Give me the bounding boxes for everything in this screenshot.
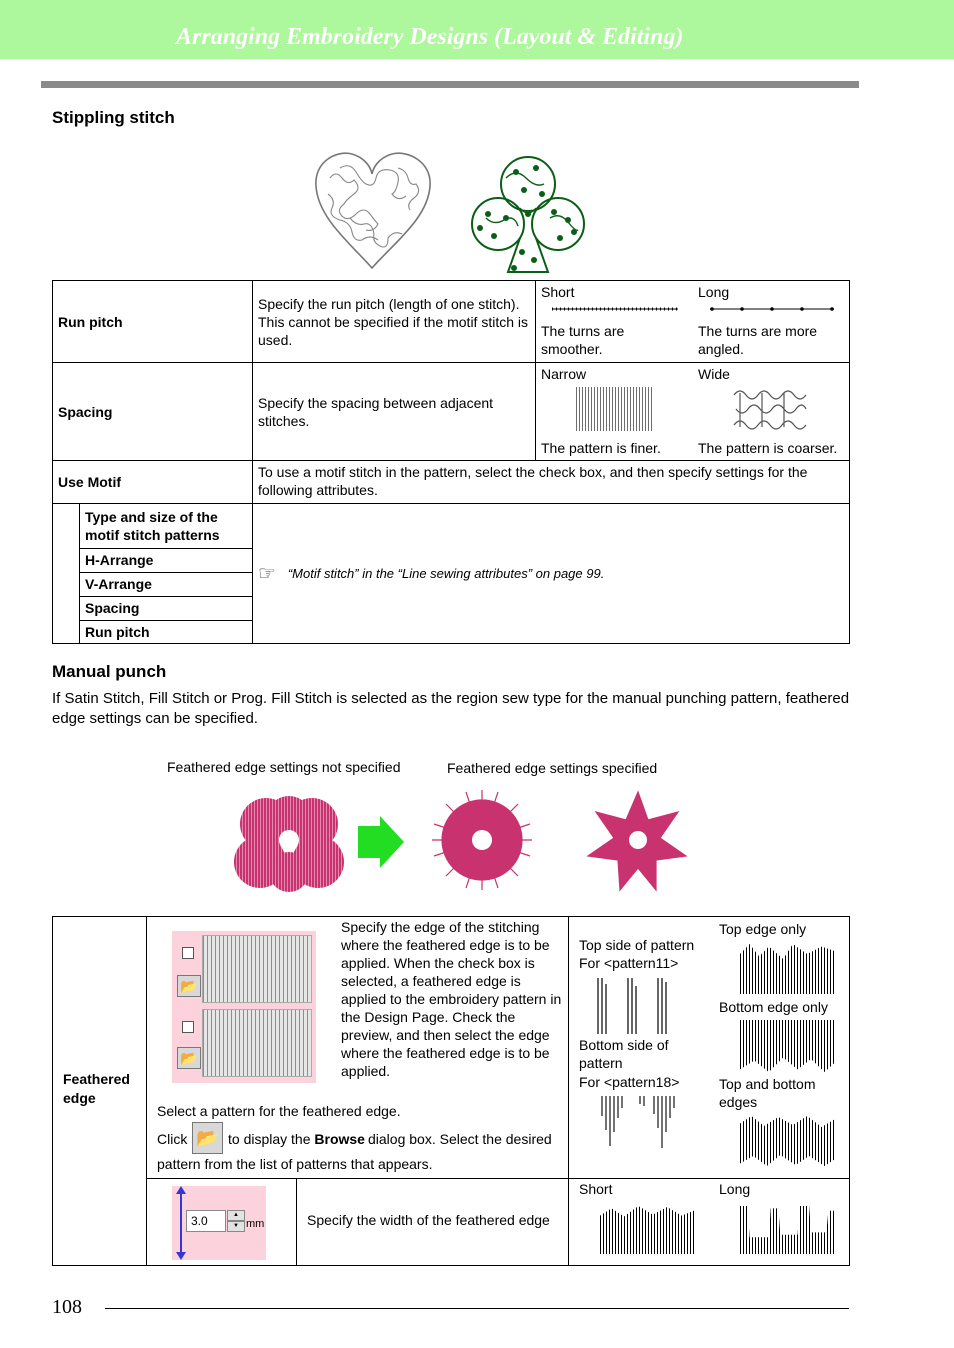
page-number: 108 bbox=[52, 1296, 82, 1318]
pattern11-image bbox=[594, 978, 674, 1034]
header-rule bbox=[41, 81, 859, 88]
click-mid-text bbox=[228, 1130, 365, 1148]
bottom-edge-checkbox[interactable] bbox=[182, 1021, 194, 1033]
page-title: Arranging Embroidery Designs (Layout & Editing) bbox=[176, 24, 684, 50]
feathered-edge-label: Feathered edge bbox=[63, 1071, 130, 1106]
motif-attr-run-pitch: Run pitch bbox=[80, 620, 253, 643]
top-side-label: Top side of pattern bbox=[579, 937, 695, 953]
top-edge-preview bbox=[202, 935, 312, 1003]
narrow-sample-image bbox=[576, 387, 652, 431]
spacing-label: Spacing bbox=[53, 363, 253, 461]
width-long-label: Long bbox=[719, 1181, 751, 1197]
run-pitch-examples bbox=[536, 281, 849, 361]
wide-label: Wide bbox=[698, 366, 730, 382]
table-divider bbox=[296, 1178, 297, 1266]
stippling-heading: Stippling stitch bbox=[52, 108, 175, 127]
short-desc: The turns are smoother. bbox=[541, 323, 625, 357]
table-divider bbox=[146, 1178, 850, 1179]
manual-punch-heading: Manual punch bbox=[52, 662, 167, 681]
spacing-examples bbox=[536, 363, 849, 459]
club-motif-image bbox=[472, 157, 584, 272]
edge-selection-panel bbox=[172, 931, 316, 1083]
top-bottom-label: Top and bottom edges bbox=[719, 1076, 816, 1110]
heart-stipple-image bbox=[316, 153, 430, 268]
long-desc: The turns are more angled. bbox=[698, 323, 818, 357]
run-pitch-label: Run pitch bbox=[53, 281, 253, 363]
stippling-illustration bbox=[310, 148, 600, 274]
bottom-browse-folder-button[interactable] bbox=[177, 1047, 201, 1069]
caption-specified: Feathered edge settings specified bbox=[447, 760, 658, 776]
manual-punch-intro: If Satin Stitch, Fill Stitch or Prog. Fill Stitch is selected as the region sew type for the manual punching pattern, feathered edge settings can be specified. bbox=[52, 690, 850, 727]
caption-not-specified: Feathered edge settings not specified bbox=[167, 759, 401, 775]
motif-attr-type-size: Type and size of the motif stitch patterns bbox=[80, 504, 253, 548]
top-side-pattern: For <pattern11> bbox=[579, 955, 679, 971]
select-pattern-text: Select a pattern for the feathered edge. bbox=[157, 1103, 401, 1119]
feathered-flowers-illustration bbox=[230, 784, 700, 896]
motif-reference-link[interactable]: “Motif stitch” in the “Line sewing attributes” on page 99. bbox=[287, 565, 605, 581]
bottom-only-label: Bottom edge only bbox=[719, 999, 828, 1015]
narrow-desc: The pattern is finer. bbox=[541, 440, 661, 456]
click-suffix-line-2: pattern from the list of patterns that appears. bbox=[157, 1156, 433, 1172]
bottom-side-label: Bottom side of pattern bbox=[579, 1037, 669, 1071]
width-spin-down[interactable]: ▼ bbox=[227, 1221, 245, 1232]
spacing-row bbox=[53, 363, 850, 461]
width-spin-up[interactable]: ▲ bbox=[227, 1210, 245, 1221]
stippling-settings-table bbox=[52, 280, 850, 644]
motif-attribute-list bbox=[79, 504, 252, 643]
motif-attributes-row bbox=[53, 504, 850, 644]
width-short-label: Short bbox=[579, 1181, 613, 1197]
edge-description: Specify the edge of the stitching where the feathered edge is to be applied. When the check box is selected, a feathered edge is applied to the embroidery pattern in the Design Page. Check the preview, and then select the edge where the feathered edge is to be applied. bbox=[341, 919, 562, 1079]
width-control-panel bbox=[172, 1186, 266, 1260]
flower-feathered-round-image bbox=[432, 790, 532, 890]
flower-feathered-star-image bbox=[588, 792, 686, 890]
motif-attr-spacing: Spacing bbox=[80, 596, 253, 620]
pattern18-image bbox=[600, 1096, 684, 1152]
long-label: Long bbox=[698, 284, 730, 300]
narrow-label: Narrow bbox=[541, 366, 587, 382]
short-label: Short bbox=[541, 284, 575, 300]
use-motif-desc: To use a motif stitch in the pattern, select the check box, and then specify settings for the following attributes. bbox=[253, 461, 850, 504]
long-stitch-line bbox=[710, 305, 834, 313]
footer-rule bbox=[105, 1308, 849, 1309]
browse-bold-text: Browse bbox=[314, 1131, 365, 1147]
bottom-side-pattern: For <pattern18> bbox=[579, 1074, 680, 1090]
click-mid-span: to display the bbox=[228, 1131, 311, 1147]
short-stitch-line bbox=[552, 305, 678, 313]
run-pitch-row bbox=[53, 281, 850, 363]
top-only-sample-image bbox=[740, 944, 836, 994]
folder-open-icon: 📂 bbox=[196, 1128, 219, 1148]
arrow-right-icon bbox=[358, 816, 404, 868]
bottom-edge-preview bbox=[202, 1009, 312, 1077]
folder-open-icon: 📂 bbox=[180, 978, 198, 994]
flower-plain-image bbox=[234, 796, 344, 892]
table-divider bbox=[568, 916, 569, 1266]
width-description: Specify the width of the feathered edge bbox=[307, 1212, 550, 1228]
top-only-label: Top edge only bbox=[719, 921, 807, 937]
folder-open-icon: 📂 bbox=[180, 1050, 198, 1066]
click-prefix-text: Click bbox=[157, 1131, 188, 1147]
run-pitch-desc: Specify the run pitch (length of one stitch). This cannot be specified if the motif stitch is used. bbox=[253, 281, 536, 363]
wide-sample-image bbox=[732, 387, 810, 433]
wide-desc: The pattern is coarser. bbox=[698, 440, 838, 456]
motif-attr-v-arrange: V-Arrange bbox=[80, 572, 253, 596]
browse-folder-button[interactable] bbox=[192, 1122, 223, 1154]
use-motif-row bbox=[53, 461, 850, 504]
top-edge-checkbox[interactable] bbox=[182, 947, 194, 959]
width-input[interactable]: 3.0 bbox=[186, 1210, 226, 1232]
pointing-hand-icon: ☞ bbox=[258, 563, 276, 586]
width-unit: mm bbox=[246, 1218, 265, 1230]
motif-attr-h-arrange: H-Arrange bbox=[80, 548, 253, 572]
top-browse-folder-button[interactable] bbox=[177, 975, 201, 997]
click-suffix-line-1: dialog box. Select the desired bbox=[368, 1131, 552, 1147]
use-motif-label: Use Motif bbox=[53, 461, 253, 504]
table-divider bbox=[146, 916, 147, 1266]
spacing-desc: Specify the spacing between adjacent stitches. bbox=[253, 363, 536, 461]
